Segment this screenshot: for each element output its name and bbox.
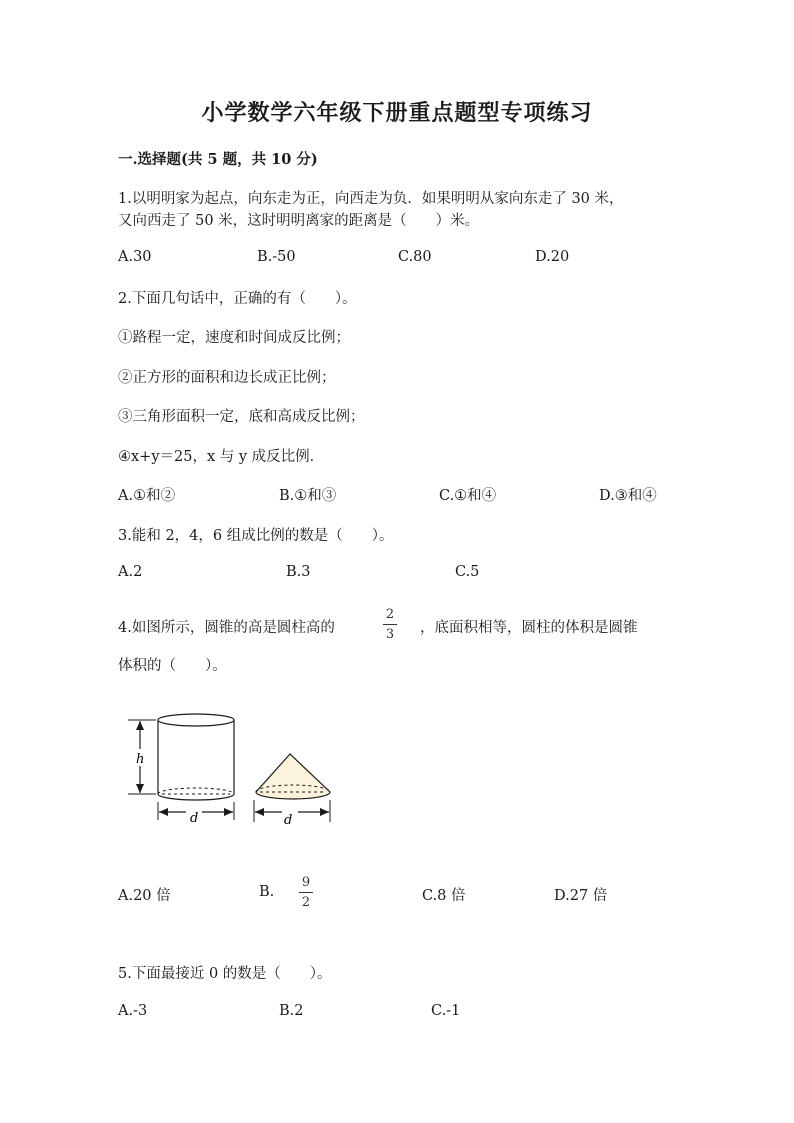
q2-option-b: B.①和③ <box>279 488 337 504</box>
q2-statement-1: ①路程一定，速度和时间成反比例； <box>118 330 350 346</box>
q2-option-d: D.③和④ <box>599 488 657 504</box>
section-heading: 一.选择题(共 5 题，共 10 分) <box>118 151 318 168</box>
page-title: 小学数学六年级下册重点题型专项练习 <box>201 100 593 126</box>
q1-option-b: B.-50 <box>257 249 296 265</box>
q4-option-b-prefix: B. <box>259 884 275 900</box>
q4-option-c: C.8 倍 <box>422 888 466 904</box>
q2-statement-3: ③三角形面积一定，底和高成反比例； <box>118 409 365 425</box>
cylinder-bottom-back <box>158 788 234 794</box>
label-d-cone: d <box>284 813 293 828</box>
label-d-cylinder: d <box>190 811 199 826</box>
q4-option-b-numerator: 9 <box>301 875 311 890</box>
fraction-bar <box>383 624 397 625</box>
q5-stem: 5.下面最接近 0 的数是（ ）。 <box>118 966 332 982</box>
d1-arrowhead-left <box>159 808 168 816</box>
q5-option-a: A.-3 <box>118 1003 148 1019</box>
q1-stem-line2: 又向西走了 50 米，这时明明离家的距离是（ ）米。 <box>118 213 480 229</box>
q4-stem-pre: 4.如图所示，圆锥的高是圆柱高的 <box>118 620 335 636</box>
h-arrowhead-up <box>136 721 144 730</box>
q4-fraction <box>381 607 399 642</box>
figure-svg <box>126 712 366 832</box>
q3-option-c: C.5 <box>455 564 480 580</box>
q1-option-c: C.80 <box>398 249 432 265</box>
q1-option-a: A.30 <box>118 249 152 265</box>
label-h: h <box>136 752 145 767</box>
fraction-bar <box>299 892 313 893</box>
q3-option-a: A.2 <box>118 564 143 580</box>
q2-option-a: A.①和② <box>118 488 176 504</box>
q5-option-b: B.2 <box>279 1003 304 1019</box>
q4-stem-post: ，底面积相等，圆柱的体积是圆锥 <box>420 620 638 636</box>
q3-stem: 3.能和 2，4，6 组成比例的数是（ ）。 <box>118 528 394 544</box>
q4-option-d: D.27 倍 <box>554 888 608 904</box>
q4-option-b-fraction <box>297 875 315 910</box>
q2-stem: 2.下面几句话中，正确的有（ ）。 <box>118 291 357 307</box>
d2-arrowhead-left <box>255 808 264 816</box>
q2-option-c: C.①和④ <box>439 488 497 504</box>
q4-option-a: A.20 倍 <box>118 888 171 904</box>
cone <box>256 754 330 799</box>
d2-arrowhead-right <box>320 808 329 816</box>
cylinder <box>158 714 234 800</box>
q5-option-c: C.-1 <box>431 1003 461 1019</box>
q4-stem-line2: 体积的（ ）。 <box>118 658 227 674</box>
q2-statement-2: ②正方形的面积和边长成正比例； <box>118 370 336 386</box>
h-arrowhead-down <box>136 784 144 793</box>
q3-option-b: B.3 <box>286 564 311 580</box>
d1-arrowhead-right <box>224 808 233 816</box>
q2-statement-4: ④x+y＝25，x 与 y 成反比例． <box>118 449 325 465</box>
q4-fraction-numerator: 2 <box>385 607 395 622</box>
cylinder-cone-figure <box>126 712 366 836</box>
q1-stem-line1: 1.以明明家为起点，向东走为正，向西走为负．如果明明从家向东走了 30 米， <box>118 191 624 207</box>
cylinder-top <box>158 714 234 726</box>
cylinder-bottom-front <box>158 794 234 800</box>
q4-option-b-denominator: 2 <box>301 895 311 910</box>
q1-option-d: D.20 <box>535 249 570 265</box>
q4-fraction-denominator: 3 <box>385 627 395 642</box>
